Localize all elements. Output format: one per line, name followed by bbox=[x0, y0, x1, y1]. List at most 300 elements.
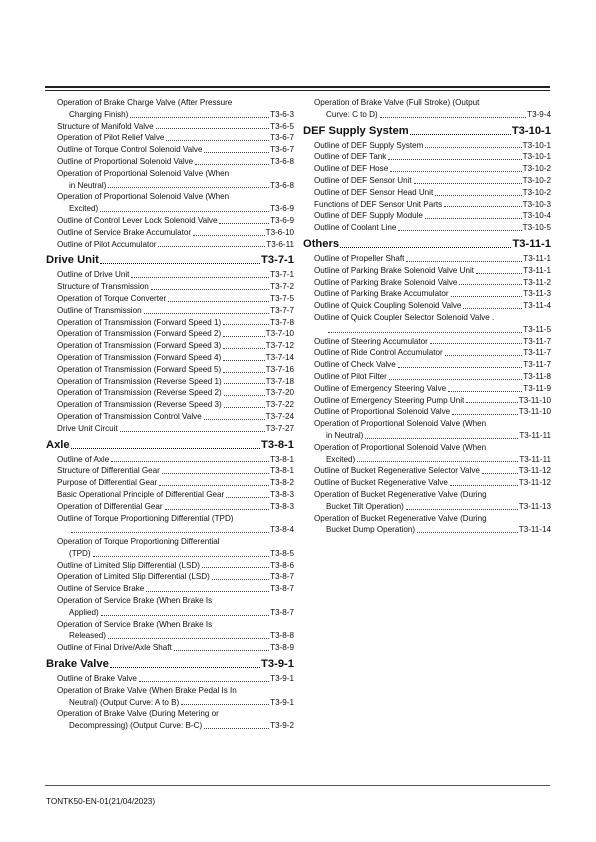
entry-text-line: Outline of Control Lever Lock Solenoid Valve bbox=[57, 215, 218, 225]
toc-entry[interactable] bbox=[46, 317, 294, 329]
entry-text-line: Outline of Service Brake Accumulator bbox=[57, 227, 192, 237]
dot-leader bbox=[219, 223, 269, 224]
entry-text-line: Outline of Bucket Regenerative Valve bbox=[314, 478, 448, 488]
entry-page-number: T3-11-12 bbox=[518, 478, 551, 488]
toc-entry[interactable] bbox=[46, 465, 294, 477]
dot-leader bbox=[357, 461, 518, 462]
dot-leader bbox=[108, 187, 269, 188]
dot-leader bbox=[195, 164, 269, 165]
entry-text-line: Outline of Drive Unit bbox=[57, 270, 130, 280]
entry-text-line: Operation of Brake Valve (Full Stroke) (Output bbox=[314, 98, 480, 107]
dot-leader bbox=[71, 532, 269, 533]
entry-text-line: Outline of Coolant Line bbox=[314, 223, 397, 233]
dot-leader bbox=[406, 509, 518, 510]
toc-entry[interactable] bbox=[303, 175, 551, 187]
toc-entry[interactable] bbox=[46, 571, 294, 583]
entry-page-number: T3-7-5 bbox=[270, 293, 294, 303]
entry-page-number: T3-7-24 bbox=[265, 411, 294, 421]
entry-text-line: Operation of Brake Charge Valve (After Pressure bbox=[57, 98, 233, 107]
chapter-title: Brake Valve bbox=[46, 658, 109, 671]
dot-leader bbox=[151, 289, 269, 290]
entry-text-line: Operation of Torque Converter bbox=[57, 293, 167, 303]
dot-leader bbox=[108, 638, 269, 639]
dot-leader bbox=[435, 195, 521, 196]
toc-entry[interactable] bbox=[46, 352, 294, 364]
entry-text-line: Operation of Proportional Solenoid Valve (When bbox=[57, 192, 230, 202]
entry-text-line: Outline of Check Valve bbox=[314, 360, 396, 370]
dot-leader bbox=[390, 171, 521, 172]
toc-entry[interactable] bbox=[46, 144, 294, 156]
dot-leader bbox=[181, 704, 269, 705]
chapter-title: Others bbox=[303, 237, 340, 250]
entry-page-number: T3-11-1 bbox=[523, 253, 551, 263]
dot-leader bbox=[223, 336, 264, 337]
toc-entry[interactable] bbox=[46, 168, 294, 192]
chapter-page-number: T3-10-1 bbox=[511, 124, 551, 137]
entry-text-line: Outline of DEF Tank bbox=[314, 152, 387, 162]
toc-entry[interactable] bbox=[303, 187, 551, 199]
dot-leader bbox=[388, 159, 521, 160]
dot-leader bbox=[100, 211, 269, 212]
entry-page-number: T3-8-7 bbox=[270, 607, 294, 617]
entry-text-line: Operation of Transmission (Reverse Speed 2) bbox=[57, 388, 222, 398]
entry-page-number: T3-11-5 bbox=[523, 324, 551, 334]
entry-text-line: Outline of Proportional Solenoid Valve bbox=[314, 407, 451, 417]
dot-leader bbox=[165, 509, 270, 510]
entry-text-line: Bucket Dump Operation) bbox=[326, 525, 416, 535]
dot-leader bbox=[101, 615, 269, 616]
entry-text-line: in Neutral) bbox=[326, 430, 364, 440]
entry-text-line: Outline of Propeller Shaft bbox=[314, 253, 405, 263]
toc-entry[interactable] bbox=[46, 619, 294, 643]
entry-text-line: Operation of Transmission (Reverse Speed 3) bbox=[57, 400, 222, 410]
dot-leader bbox=[223, 360, 264, 361]
toc-entry[interactable] bbox=[46, 364, 294, 376]
entry-text-line: Operation of Service Brake (When Brake Is bbox=[57, 619, 213, 629]
entry-text-line: Operation of Brake Valve (During Metering or bbox=[57, 709, 219, 719]
dot-leader bbox=[93, 556, 270, 557]
dot-leader bbox=[224, 395, 265, 396]
footer-rule bbox=[45, 785, 550, 786]
toc-entry[interactable] bbox=[303, 163, 551, 175]
toc-entry[interactable] bbox=[303, 265, 551, 277]
entry-page-number: T3-11-11 bbox=[519, 454, 551, 464]
toc-entry[interactable] bbox=[46, 673, 294, 685]
entry-text-line: Operation of Transmission (Forward Speed 1) bbox=[57, 317, 222, 327]
dot-leader bbox=[340, 247, 511, 248]
entry-page-number: T3-8-1 bbox=[270, 454, 294, 464]
entry-text-line: Operation of Proportional Solenoid Valve (When bbox=[314, 442, 487, 452]
toc-entry[interactable] bbox=[46, 340, 294, 352]
entry-page-number: T3-6-3 bbox=[270, 109, 294, 119]
entry-text-line: Structure of Manifold Valve bbox=[57, 121, 154, 131]
toc-entry[interactable] bbox=[46, 269, 294, 281]
entry-text-line: Outline of Torque Proportioning Differential (TPD) bbox=[57, 513, 234, 523]
toc-entry[interactable] bbox=[303, 406, 551, 418]
entry-page-number: T3-6-9 bbox=[270, 204, 294, 214]
entry-page-number: T3-10-1 bbox=[522, 140, 551, 150]
entry-page-number: T3-8-3 bbox=[270, 489, 294, 499]
entry-text-line: Excited) bbox=[326, 454, 356, 464]
entry-page-number: T3-11-14 bbox=[518, 525, 551, 535]
toc-entry[interactable] bbox=[46, 305, 294, 317]
dot-leader bbox=[131, 277, 269, 278]
toc-entry[interactable] bbox=[46, 454, 294, 466]
entry-text-line: Functions of DEF Sensor Unit Parts bbox=[314, 199, 443, 209]
dot-leader bbox=[162, 473, 269, 474]
dot-leader bbox=[425, 147, 521, 148]
entry-text-line: Outline of Emergency Steering Valve bbox=[314, 383, 447, 393]
entry-page-number: T3-9-4 bbox=[527, 109, 551, 119]
chapter-title: Drive Unit bbox=[46, 254, 99, 267]
toc-entry[interactable] bbox=[303, 383, 551, 395]
entry-page-number: T3-7-22 bbox=[265, 400, 294, 410]
dot-leader bbox=[406, 261, 522, 262]
dot-leader bbox=[410, 134, 511, 135]
entry-page-number: T3-7-1 bbox=[270, 270, 294, 280]
entry-page-number: T3-6-11 bbox=[266, 239, 294, 249]
entry-text-line: Operation of Transmission (Reverse Speed 1) bbox=[57, 376, 222, 386]
entry-page-number: T3-9-1 bbox=[270, 697, 294, 707]
entry-text-line: Operation of Torque Proportioning Differential bbox=[57, 537, 220, 547]
entry-text-line: Outline of Bucket Regenerative Selector Valve bbox=[314, 466, 480, 476]
toc-column-right bbox=[303, 97, 551, 536]
entry-text-line: Decompressing) (Output Curve: B-C) bbox=[69, 721, 203, 731]
toc-entry[interactable] bbox=[46, 411, 294, 423]
toc-entry[interactable] bbox=[46, 328, 294, 340]
entry-page-number: T3-7-7 bbox=[270, 305, 294, 315]
dot-leader bbox=[223, 372, 264, 373]
entry-page-number: T3-7-16 bbox=[265, 364, 294, 374]
dot-leader bbox=[156, 128, 270, 129]
entry-text-line: in Neutral) bbox=[69, 180, 107, 190]
entry-page-number: T3-8-5 bbox=[270, 548, 294, 558]
entry-page-number: T3-6-7 bbox=[270, 133, 294, 143]
dot-leader bbox=[223, 348, 264, 349]
toc-entry[interactable] bbox=[303, 336, 551, 348]
toc-entry[interactable] bbox=[46, 560, 294, 572]
entry-page-number: T3-9-2 bbox=[270, 721, 294, 731]
entry-text-line: Operation of Transmission Control Valve bbox=[57, 411, 202, 421]
entry-text-line: Structure of Transmission bbox=[57, 282, 149, 292]
entry-text-line: Outline of Pilot Accumulator bbox=[57, 239, 157, 249]
toc-chapter-heading[interactable] bbox=[303, 237, 551, 251]
dot-leader bbox=[380, 117, 526, 118]
entry-text-line: Outline of Quick Coupler Selector Solenoid Valve . bbox=[314, 312, 495, 322]
entry-page-number: T3-11-7 bbox=[523, 360, 551, 370]
toc-entry[interactable] bbox=[46, 239, 294, 251]
toc-entry[interactable] bbox=[303, 253, 551, 265]
entry-text-line: Operation of Differential Gear bbox=[57, 501, 163, 511]
dot-leader bbox=[110, 667, 260, 668]
chapter-page-number: T3-7-1 bbox=[261, 254, 294, 267]
entry-text-line: Outline of DEF Hose bbox=[314, 164, 389, 174]
dot-leader bbox=[204, 419, 265, 420]
entry-text-line: Outline of Parking Brake Solenoid Valve bbox=[314, 277, 458, 287]
entry-page-number: T3-10-2 bbox=[522, 187, 551, 197]
entry-text-line: Outline of DEF Supply System bbox=[314, 140, 424, 150]
toc-entry[interactable] bbox=[46, 536, 294, 560]
entry-text-line: Basic Operational Principle of Differential Gear bbox=[57, 489, 225, 499]
toc-entry[interactable] bbox=[46, 477, 294, 489]
entry-page-number: T3-11-10 bbox=[518, 395, 551, 405]
toc-entry[interactable] bbox=[303, 347, 551, 359]
toc-entry[interactable] bbox=[46, 281, 294, 293]
toc-column-left bbox=[46, 97, 294, 732]
entry-page-number: T3-11-7 bbox=[523, 348, 551, 358]
entry-page-number: T3-10-1 bbox=[522, 152, 551, 162]
dot-leader bbox=[425, 218, 522, 219]
dot-leader bbox=[365, 438, 518, 439]
entry-page-number: T3-7-10 bbox=[265, 329, 294, 339]
toc-entry[interactable] bbox=[303, 277, 551, 289]
dot-leader bbox=[174, 650, 269, 651]
dot-leader bbox=[459, 284, 522, 285]
header-rule-thin bbox=[45, 90, 550, 91]
entry-text-line: Operation of Bucket Regenerative Valve (During bbox=[314, 513, 487, 523]
chapter-title: DEF Supply System bbox=[303, 124, 409, 137]
toc-entry[interactable] bbox=[46, 399, 294, 411]
dot-leader bbox=[204, 728, 269, 729]
entry-text-line: Operation of Limited Slip Differential (LSD) bbox=[57, 572, 210, 582]
dot-leader bbox=[398, 367, 523, 368]
toc-entry[interactable] bbox=[303, 151, 551, 163]
toc-entry[interactable] bbox=[303, 359, 551, 371]
toc-entry[interactable] bbox=[303, 513, 551, 537]
entry-page-number: T3-8-7 bbox=[270, 572, 294, 582]
toc-entry[interactable] bbox=[46, 97, 294, 121]
entry-page-number: T3-10-3 bbox=[522, 199, 551, 209]
entry-text-line: Bucket Tilt Operation) bbox=[326, 501, 404, 511]
toc-entry[interactable] bbox=[46, 685, 294, 709]
entry-text-line: Outline of Quick Coupling Solenoid Valve bbox=[314, 301, 462, 311]
toc-chapter-heading[interactable] bbox=[303, 124, 551, 138]
entry-page-number: T3-11-12 bbox=[518, 466, 551, 476]
toc-entry[interactable] bbox=[303, 140, 551, 152]
dot-leader bbox=[417, 532, 518, 533]
toc-entry[interactable] bbox=[46, 227, 294, 239]
toc-entry[interactable] bbox=[46, 132, 294, 144]
toc-entry[interactable] bbox=[46, 595, 294, 619]
document-code: TONTK50-EN-01(21/04/2023) bbox=[46, 797, 156, 806]
entry-text-line: Outline of Torque Control Solenoid Valve bbox=[57, 145, 203, 155]
entry-page-number: T3-6-5 bbox=[270, 121, 294, 131]
dot-leader bbox=[144, 313, 270, 314]
entry-page-number: T3-6-8 bbox=[270, 156, 294, 166]
entry-page-number: T3-11-11 bbox=[519, 430, 551, 440]
entry-text-line: Outline of Ride Control Accumulator bbox=[314, 348, 443, 358]
entry-page-number: T3-7-20 bbox=[265, 388, 294, 398]
toc-entry[interactable] bbox=[303, 288, 551, 300]
toc-entry[interactable] bbox=[46, 156, 294, 168]
entry-page-number: T3-11-2 bbox=[523, 277, 551, 287]
entry-text-line: Outline of Axle bbox=[57, 454, 110, 464]
dot-leader bbox=[193, 235, 265, 236]
dot-leader bbox=[452, 414, 518, 415]
entry-page-number: T3-8-9 bbox=[270, 643, 294, 653]
entry-page-number: T3-6-9 bbox=[270, 215, 294, 225]
entry-page-number: T3-11-1 bbox=[523, 265, 551, 275]
entry-page-number: T3-8-4 bbox=[270, 525, 294, 535]
toc-entry[interactable] bbox=[303, 210, 551, 222]
entry-text-line: Drive Unit Circuit bbox=[57, 423, 118, 433]
entry-page-number: T3-10-2 bbox=[522, 175, 551, 185]
toc-entry[interactable] bbox=[46, 583, 294, 595]
toc-entry[interactable] bbox=[46, 501, 294, 513]
chapter-page-number: T3-8-1 bbox=[261, 438, 294, 451]
entry-page-number: T3-8-3 bbox=[270, 501, 294, 511]
entry-page-number: T3-8-8 bbox=[270, 631, 294, 641]
entry-page-number: T3-7-8 bbox=[270, 317, 294, 327]
entry-text-line: Operation of Transmission (Forward Speed 3) bbox=[57, 341, 222, 351]
toc-entry[interactable] bbox=[46, 191, 294, 215]
dot-leader bbox=[224, 383, 265, 384]
entry-page-number: T3-10-5 bbox=[522, 223, 551, 233]
entry-text-line: Outline of Pilot Filter bbox=[314, 371, 387, 381]
dot-leader bbox=[389, 379, 522, 380]
toc-entry[interactable] bbox=[303, 371, 551, 383]
dot-leader bbox=[202, 567, 269, 568]
toc-entry[interactable] bbox=[303, 395, 551, 407]
toc-entry[interactable] bbox=[303, 222, 551, 234]
toc-entry[interactable] bbox=[46, 642, 294, 654]
entry-text-line: Outline of DEF Sensor Head Unit bbox=[314, 187, 434, 197]
toc-entry[interactable] bbox=[303, 97, 551, 121]
entry-text-line: Operation of Brake Valve (When Brake Pedal Is In bbox=[57, 685, 237, 695]
chapter-title: Axle bbox=[46, 438, 70, 451]
dot-leader bbox=[451, 296, 523, 297]
entry-text-line: Structure of Differential Gear bbox=[57, 466, 160, 476]
entry-text-line: Operation of Proportional Solenoid Valve (When bbox=[57, 168, 230, 178]
entry-page-number: T3-7-2 bbox=[270, 282, 294, 292]
dot-leader bbox=[139, 681, 269, 682]
entry-page-number: T3-11-10 bbox=[518, 407, 551, 417]
dot-leader bbox=[71, 448, 260, 449]
toc-entry[interactable] bbox=[303, 442, 551, 466]
entry-text-line: Operation of Service Brake (When Brake Is bbox=[57, 596, 213, 606]
entry-page-number: T3-11-13 bbox=[518, 501, 551, 511]
entry-page-number: T3-8-1 bbox=[270, 466, 294, 476]
dot-leader bbox=[212, 579, 269, 580]
toc-entry[interactable] bbox=[46, 121, 294, 133]
entry-text-line: Outline of Steering Accumulator bbox=[314, 336, 428, 346]
entry-page-number: T3-11-8 bbox=[523, 371, 551, 381]
entry-page-number: T3-6-7 bbox=[270, 145, 294, 155]
entry-text-line: Outline of Parking Brake Accumulator bbox=[314, 289, 449, 299]
entry-page-number: T3-11-7 bbox=[523, 336, 551, 346]
toc-chapter-heading[interactable] bbox=[46, 438, 294, 452]
toc-chapter-heading[interactable] bbox=[46, 253, 294, 267]
entry-text-line: Curve: C to D) bbox=[326, 109, 378, 119]
chapter-page-number: T3-11-1 bbox=[512, 237, 551, 250]
dot-leader bbox=[414, 183, 522, 184]
toc-entry[interactable] bbox=[46, 708, 294, 732]
toc-entry[interactable] bbox=[46, 387, 294, 399]
toc-entry[interactable] bbox=[303, 465, 551, 477]
dot-leader bbox=[223, 324, 269, 325]
dot-leader bbox=[398, 230, 521, 231]
dot-leader bbox=[430, 343, 522, 344]
dot-leader bbox=[166, 140, 269, 141]
entry-text-line: Excited) bbox=[69, 204, 99, 214]
toc-entry[interactable] bbox=[46, 215, 294, 227]
entry-text-line: Outline of Final Drive/Axle Shaft bbox=[57, 643, 172, 653]
entry-page-number: T3-8-6 bbox=[270, 560, 294, 570]
dot-leader bbox=[444, 206, 521, 207]
dot-leader bbox=[158, 246, 265, 247]
toc-entry[interactable] bbox=[303, 489, 551, 513]
entry-text-line: Outline of Limited Slip Differential (LSD) bbox=[57, 560, 200, 570]
dot-leader bbox=[476, 273, 522, 274]
entry-page-number: T3-6-8 bbox=[270, 180, 294, 190]
entry-text-line: Operation of Proportional Solenoid Valve (When bbox=[314, 419, 487, 429]
entry-text-line: Outline of Emergency Steering Pump Unit bbox=[314, 395, 465, 405]
entry-page-number: T3-7-27 bbox=[265, 423, 294, 433]
dot-leader bbox=[226, 497, 269, 498]
entry-page-number: T3-9-1 bbox=[270, 674, 294, 684]
toc-entry[interactable] bbox=[46, 423, 294, 435]
header-rule-thick bbox=[45, 86, 550, 88]
toc-entry[interactable] bbox=[46, 513, 294, 537]
entry-text-line: Operation of Pilot Relief Valve bbox=[57, 133, 165, 143]
entry-text-line: Neutral) (Output Curve: A to B) bbox=[69, 697, 180, 707]
entry-page-number: T3-10-2 bbox=[522, 164, 551, 174]
toc-entry[interactable] bbox=[46, 293, 294, 305]
dot-leader bbox=[445, 355, 523, 356]
entry-text-line: (TPD) bbox=[69, 548, 91, 558]
dot-leader bbox=[168, 301, 269, 302]
entry-text-line: Operation of Transmission (Forward Speed 2) bbox=[57, 329, 222, 339]
toc-entry[interactable] bbox=[46, 376, 294, 388]
entry-page-number: T3-8-7 bbox=[270, 584, 294, 594]
entry-text-line: Outline of Service Brake bbox=[57, 584, 145, 594]
chapter-page-number: T3-9-1 bbox=[261, 658, 294, 671]
toc-entry[interactable] bbox=[303, 199, 551, 211]
entry-page-number: T3-10-4 bbox=[522, 211, 551, 221]
dot-leader bbox=[159, 485, 269, 486]
entry-page-number: T3-11-9 bbox=[523, 383, 551, 393]
dot-leader bbox=[224, 407, 265, 408]
entry-page-number: T3-11-4 bbox=[523, 301, 551, 311]
entry-text-line: Operation of Transmission (Forward Speed 5) bbox=[57, 364, 222, 374]
dot-leader bbox=[146, 591, 269, 592]
dot-leader bbox=[130, 117, 269, 118]
entry-page-number: T3-6-10 bbox=[265, 227, 294, 237]
entry-page-number: T3-7-12 bbox=[265, 341, 294, 351]
toc-chapter-heading[interactable] bbox=[46, 657, 294, 671]
toc-entry[interactable] bbox=[303, 300, 551, 312]
entry-text-line: Purpose of Differential Gear bbox=[57, 478, 158, 488]
dot-leader bbox=[204, 152, 269, 153]
entry-text-line: Outline of Brake Valve bbox=[57, 674, 137, 684]
toc-entry[interactable] bbox=[303, 418, 551, 442]
entry-text-line: Outline of DEF Sensor Unit bbox=[314, 175, 412, 185]
entry-page-number: T3-7-18 bbox=[265, 376, 294, 386]
entry-page-number: T3-7-14 bbox=[265, 352, 294, 362]
entry-text-line: Applied) bbox=[69, 607, 99, 617]
entry-page-number: T3-8-2 bbox=[270, 478, 294, 488]
entry-text-line: Outline of DEF Supply Module bbox=[314, 211, 423, 221]
entry-text-line: Operation of Bucket Regenerative Valve (During bbox=[314, 489, 487, 499]
toc-entry[interactable] bbox=[303, 477, 551, 489]
dot-leader bbox=[482, 473, 518, 474]
entry-text-line: Operation of Transmission (Forward Speed 4) bbox=[57, 352, 222, 362]
entry-text-line: Outline of Transmission bbox=[57, 305, 142, 315]
toc-entry[interactable] bbox=[46, 489, 294, 501]
entry-text-line: Charging Finish) bbox=[69, 109, 129, 119]
toc-entry[interactable] bbox=[303, 312, 551, 336]
dot-leader bbox=[100, 263, 260, 264]
